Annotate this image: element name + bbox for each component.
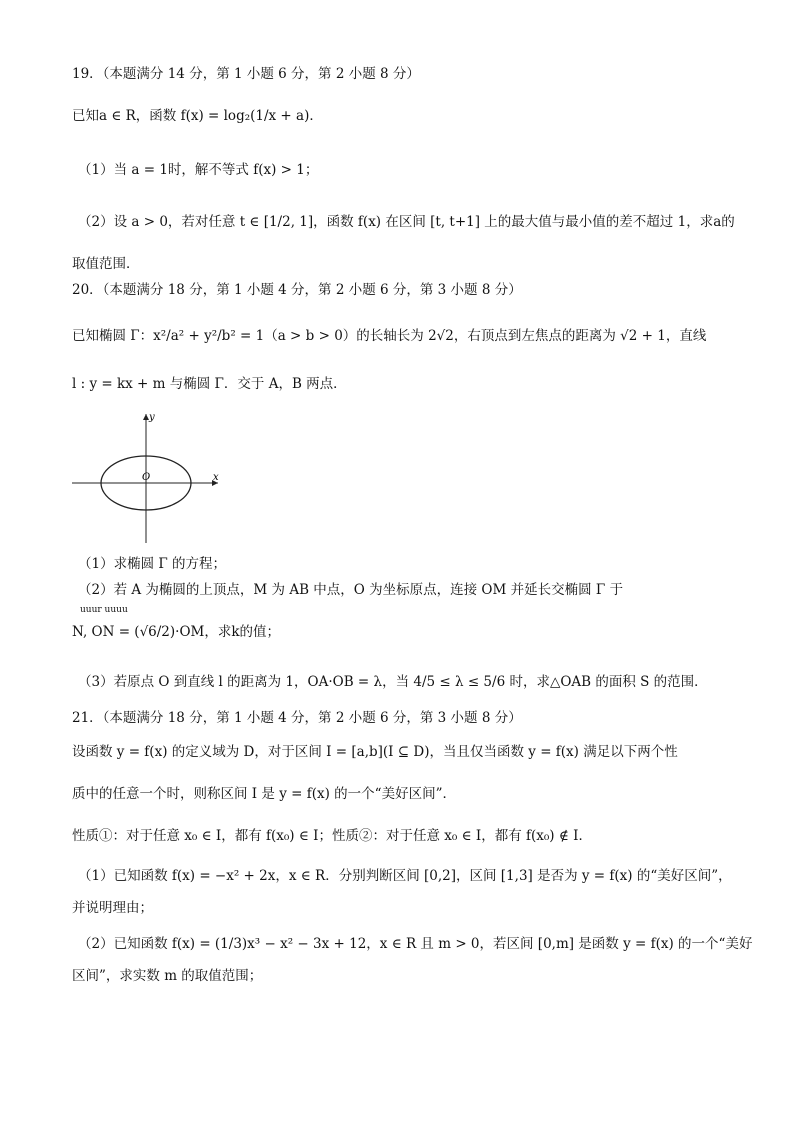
q21-definition-line2: 质中的任意一个时，则称区间 I 是 y = f(x) 的一个“美好区间”． <box>72 786 456 802</box>
q20-given-line1: 已知椭圆 Γ：x²/a² + y²/b² = 1（a > b > 0）的长轴长为 2√2，右顶点到左焦点的距离为 √2 + 1，直线 <box>72 328 707 344</box>
q20-part3: （3）若原点 O 到直线 l 的距离为 1，OA·OB = λ，当 4/5 ≤ λ ≤ 5/6 时，求△OAB 的面积 S 的范围． <box>78 674 708 690</box>
origin-label: O <box>142 472 151 483</box>
q20-part2-line2: N, ON = (√6/2)·OM，求k的值； <box>72 624 281 640</box>
q21-part2-line1: （2）已知函数 f(x) = (1/3)x³ − x² − 3x + 12，x ∈ R 且 m > 0，若区间 [0,m] 是函数 y = f(x) 的一个“美好 <box>78 936 753 952</box>
q19-header: 19．（本题满分 14 分，第 1 小题 6 分，第 2 小题 8 分） <box>72 66 420 82</box>
q19-part2-line1: （2）设 a > 0，若对任意 t ∈ [1/2, 1]，函数 f(x) 在区间 [t, t+1] 上的最大值与最小值的差不超过 1，求a的 <box>78 214 735 230</box>
q21-part1-line2: 并说明理由； <box>72 900 153 916</box>
q21-part1-line1: （1）已知函数 f(x) = −x² + 2x，x ∈ R．分别判断区间 [0,2]，区间 [1,3] 是否为 y = f(x) 的“美好区间”， <box>78 868 732 884</box>
q20-part2-line1: （2）若 A 为椭圆的上顶点，M 为 AB 中点，O 为坐标原点，连接 OM 并延长交椭圆 Γ 于 <box>78 582 624 598</box>
q21-definition-line1: 设函数 y = f(x) 的定义域为 D，对于区间 I = [a,b](I ⊆ D)，当且仅当函数 y = f(x) 满足以下两个性 <box>72 744 678 760</box>
x-axis-label: x <box>213 472 219 483</box>
q20-header: 20．（本题满分 18 分，第 1 小题 4 分，第 2 小题 6 分，第 3 小题 8 分） <box>72 282 522 298</box>
q21-header: 21．（本题满分 18 分，第 1 小题 4 分，第 2 小题 6 分，第 3 小题 8 分） <box>72 710 522 726</box>
q19-given: 已知a ∈ R，函数 f(x) = log₂(1/x + a)． <box>72 108 323 124</box>
q20-vector-arrows: uuur uuuu <box>80 605 128 615</box>
q19-part2-line2: 取值范围． <box>72 256 140 272</box>
q20-given-line2: l : y = kx + m 与椭圆 Γ．交于 A，B 两点． <box>72 376 347 392</box>
q20-part1: （1）求椭圆 Γ 的方程； <box>78 556 227 572</box>
q19-part1: （1）当 a = 1时，解不等式 f(x) > 1； <box>78 162 319 178</box>
y-axis-label: y <box>149 412 155 423</box>
q21-part2-line2: 区间”，求实数 m 的取值范围； <box>72 968 263 984</box>
q21-properties: 性质①：对于任意 x₀ ∈ I，都有 f(x₀) ∈ I；性质②：对于任意 x₀ ∈ I，都有 f(x₀) ∉ I． <box>72 828 592 844</box>
ellipse-figure <box>72 410 222 545</box>
